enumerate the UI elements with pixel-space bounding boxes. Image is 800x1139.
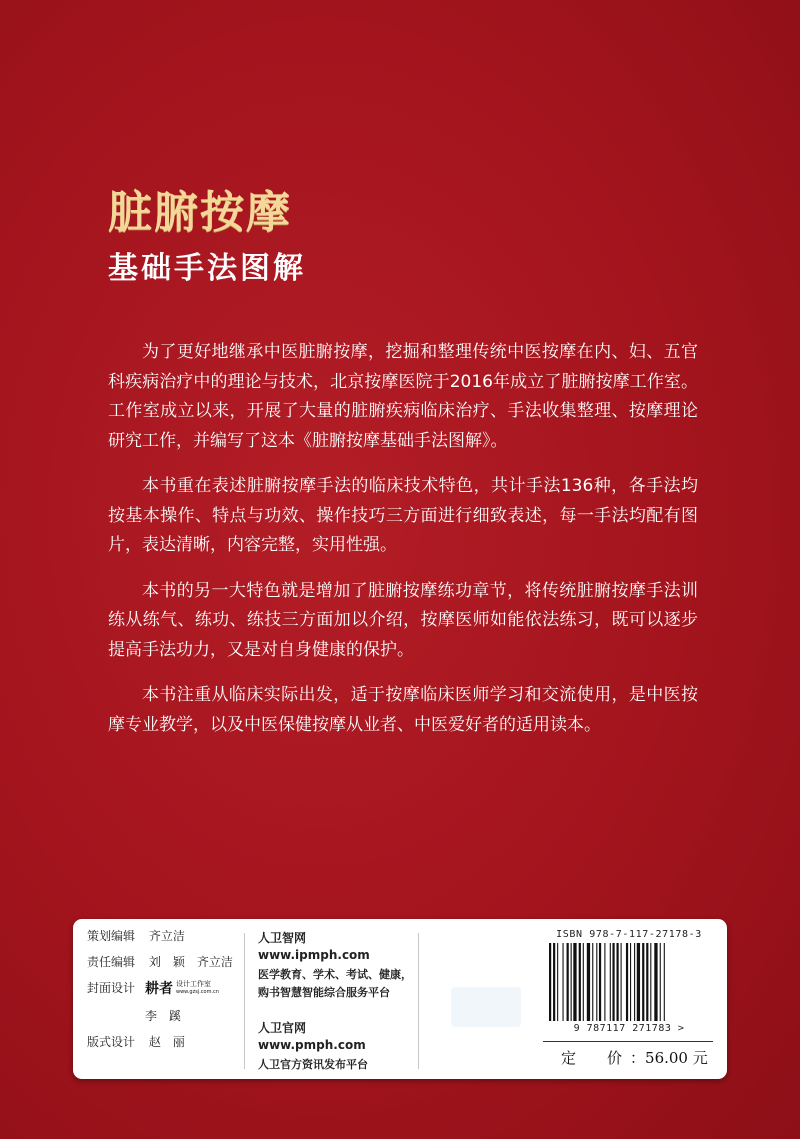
credit-role: 版式设计: [87, 1035, 136, 1049]
credit-row-layout-design: [87, 1033, 185, 1050]
platform-url[interactable]: www.pmph.com: [258, 1038, 366, 1052]
price-colon: ：: [630, 1049, 646, 1067]
isbn-barcode-block: [543, 927, 715, 1073]
credit-role: 责任编辑: [87, 955, 136, 969]
credit-names: 齐立洁: [148, 929, 185, 943]
divider: [244, 933, 245, 1069]
credit-row-cover-design: [87, 979, 145, 996]
credit-names: 刘 颖 齐立洁: [148, 955, 233, 969]
description-paragraph: 本书重在表述脏腑按摩手法的临床技术特色，共计手法136种，各手法均按基本操作、特点与功效、操作技巧三方面进行细致表述，每一手法均配有图片，表达清晰，内容完整，实用性强。: [108, 476, 698, 555]
credit-row-planning-editor: [87, 927, 185, 944]
info-panel: [73, 919, 727, 1079]
description-paragraph: 为了更好地继承中医脏腑按摩，挖掘和整理传统中医按摩在内、妇、五官科疾病治疗中的理论与技术，北京按摩医院于2016年成立了脏腑按摩工作室。工作室成立以来，开展了大量的脏腑疾病临床治疗、手法收集整理、按摩理论研究工作，并编写了这本《脏腑按摩基础手法图解》。: [108, 342, 698, 451]
credit-names: 赵 丽: [148, 1035, 185, 1049]
barcode-icon: [545, 943, 713, 1023]
divider: [543, 1041, 713, 1042]
description-paragraph: 本书注重从临床实际出发，适于按摩临床医师学习和交流使用，是中医按摩专业教学，以及中医保健按摩从业者、中医爱好者的适用读本。: [108, 685, 698, 735]
credit-role: 封面设计: [87, 981, 136, 995]
platform-name: 人卫智网: [258, 931, 307, 945]
description-paragraph: 本书的另一大特色就是增加了脏腑按摩练功章节，将传统脏腑按摩手法训练从练气、练功、练技三方面加以介绍，按摩医师如能依法练习，既可以逐步提高手法功力，又是对自身健康的保护。: [108, 580, 698, 660]
price-value: 56.00 元: [645, 1049, 708, 1067]
studio-logo-mark: 耕者: [145, 981, 173, 997]
design-studio-logo: [145, 979, 219, 997]
platform-name: 人卫官网: [258, 1021, 307, 1035]
faded-watermark: [451, 987, 521, 1027]
studio-logo-text: 设计工作室 www.gzsj.com.cn: [176, 980, 219, 995]
price-label: 定 价: [561, 1049, 631, 1067]
platform-description: 人卫官方资讯发布平台: [258, 1058, 368, 1071]
platform-description: 医学教育、学术、考试、健康， 购书智慧智能综合服务平台: [258, 968, 412, 999]
book-price: [561, 1047, 708, 1068]
credit-names: 李 蹊: [145, 1009, 182, 1023]
credit-row-cover-designer: [145, 1007, 181, 1024]
credit-row-responsible-editor: [87, 953, 233, 970]
platform-url[interactable]: www.ipmph.com: [258, 948, 370, 962]
isbn-label: ISBN 978-7-117-27178-3: [556, 929, 702, 940]
platform-ipmph: [258, 929, 412, 1002]
book-title: 脏腑按摩: [108, 187, 292, 238]
book-subtitle: 基础手法图解: [108, 251, 306, 286]
book-description: [108, 338, 698, 756]
platform-pmph: [258, 1019, 368, 1074]
divider: [418, 933, 419, 1069]
credit-role: 策划编辑: [87, 929, 136, 943]
barcode-digits: 9 787117 271783 >: [573, 1023, 685, 1034]
